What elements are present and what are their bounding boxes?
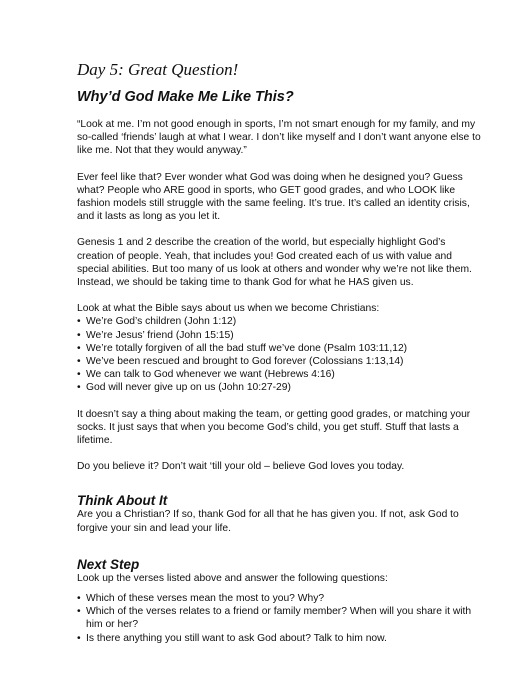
bullet-icon: • (77, 593, 81, 605)
list-item: • God will never give up on us (John 10:27-29) (77, 382, 291, 394)
list-item: • We’re God’s children (John 1:12) (77, 316, 237, 328)
bullet-icon: • (77, 316, 81, 328)
next-step-intro: Look up the verses listed above and answer the following questions: (77, 572, 388, 584)
list-item: • Which of these verses mean the most to you? Why? (77, 593, 325, 605)
bullet-icon: • (77, 356, 81, 368)
paragraph-team: It doesn’t say a thing about making the team, or getting good grades, or matching your socks. It just says that when you become God’s child, you get stuff. Stuff that lasts a lifetime. (77, 408, 471, 447)
bullet-icon: • (77, 329, 81, 341)
next-step-heading: Next Step (77, 556, 140, 572)
bullet-icon: • (77, 632, 81, 644)
bullet-icon: • (77, 342, 81, 354)
bullet-icon: • (77, 369, 81, 381)
subtitle: Why’d God Make Me Like This? (77, 89, 294, 105)
paragraph-feel: Ever feel like that? Ever wonder what God was doing when he designed you? Guess what? People who ARE good in sports, who GET good grades, and who LOOK like fashion models still struggle with the same feeling. It’s true. It’s called an identity crisis, and it lasts as long as you let it. (77, 171, 470, 223)
paragraph-believe: Do you believe it? Don’t wait ‘till your old – believe God loves you today. (77, 461, 405, 473)
list-item: • Is there anything you still want to ask God about? Talk to him now. (77, 632, 387, 644)
list-item: • We’re totally forgiven of all the bad stuff we’ve done (Psalm 103:11,12) (77, 342, 408, 354)
think-about-it-heading: Think About It (77, 493, 168, 509)
think-about-it-text: Are you a Christian? If so, thank God for all that he has given you. If not, ask God to forgive your sin and lead your life. (77, 509, 459, 534)
list-item: • We’re Jesus’ friend (John 15:15) (77, 329, 234, 341)
bible-list (77, 315, 482, 394)
day-title: Day 5: Great Question! (77, 60, 239, 79)
list-item: • We’ve been rescued and brought to God forever (Colossians 1:13,14) (77, 356, 404, 368)
bullet-icon: • (77, 606, 81, 618)
next-step-list (77, 592, 482, 645)
paragraph-genesis: Genesis 1 and 2 describe the creation of the world, but especially highlight God’s creation of people. Yeah, that includes you! God created each of us with value and special abilities. But too many of us look at others and wonder why we’re not like them. Instead, we should be taking time to thank God for what he HAS given us. (77, 237, 472, 289)
list-item: • We can talk to God whenever we want (Hebrews 4:16) (77, 369, 335, 381)
bullet-icon: • (77, 382, 81, 394)
paragraph-bible-intro: Look at what the Bible says about us when we become Christians: (77, 303, 380, 315)
quote-paragraph: “Look at me. I’m not good enough in sports, I’m not smart enough for my family, and my so-called ‘friends’ laugh at what I wear. I don’t like myself and I don’t want anyone else to like me. Not that they would anyway.” (77, 119, 481, 157)
list-item: • Which of the verses relates to a friend or family member? When will you share it with him or her? (77, 606, 472, 631)
